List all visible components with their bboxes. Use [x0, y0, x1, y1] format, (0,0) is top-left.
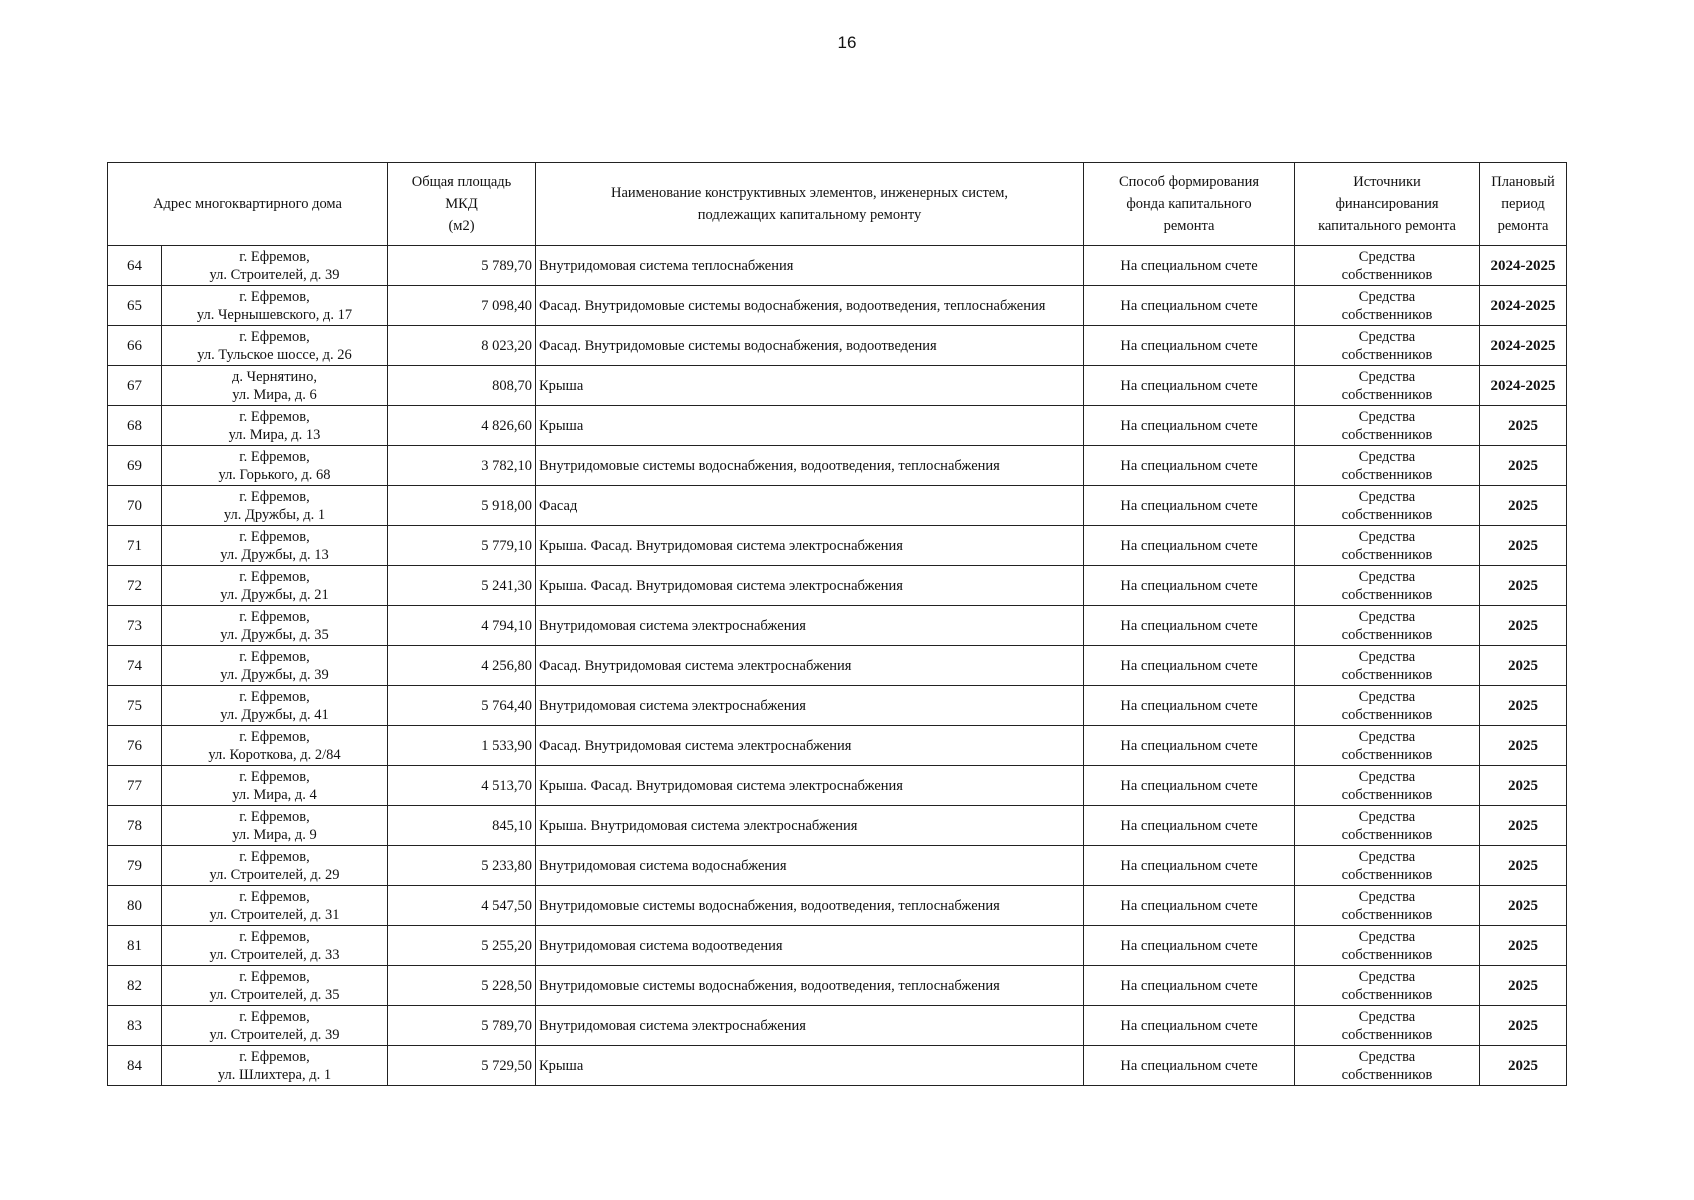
- source-line: собственников: [1341, 986, 1433, 1003]
- source-cell: [1295, 446, 1480, 486]
- address-line: г. Ефремов,: [239, 288, 310, 305]
- address-cell: [162, 766, 388, 806]
- source-line: собственников: [1341, 506, 1433, 523]
- table-row: [108, 1006, 1567, 1046]
- method-cell: На специальном счете: [1084, 286, 1295, 326]
- source-cell: [1295, 486, 1480, 526]
- source-cell: [1295, 1006, 1480, 1046]
- address-line: г. Ефремов,: [239, 328, 310, 345]
- method-cell: На специальном счете: [1084, 1006, 1295, 1046]
- elements-cell: Фасад. Внутридомовые системы водоснабжения, водоотведения, теплоснабжения: [536, 286, 1084, 326]
- row-number: 65: [108, 286, 162, 326]
- row-number: 84: [108, 1046, 162, 1086]
- address-line: г. Ефремов,: [239, 728, 310, 745]
- source-cell: [1295, 686, 1480, 726]
- elements-cell: Крыша. Фасад. Внутридомовая система электроснабжения: [536, 766, 1084, 806]
- row-number: 72: [108, 566, 162, 606]
- address-line: г. Ефремов,: [239, 1008, 310, 1025]
- address-cell: [162, 406, 388, 446]
- period-cell: 2025: [1480, 806, 1567, 846]
- address-line: г. Ефремов,: [239, 888, 310, 905]
- source-cell: [1295, 926, 1480, 966]
- address-line: ул. Дружбы, д. 39: [220, 666, 329, 683]
- address-cell: [162, 446, 388, 486]
- period-cell: 2024-2025: [1480, 326, 1567, 366]
- source-cell: [1295, 606, 1480, 646]
- address-line: ул. Горького, д. 68: [218, 466, 331, 483]
- area-cell: 5 918,00: [388, 486, 536, 526]
- address-line: ул. Чернышевского, д. 17: [196, 306, 353, 323]
- area-cell: 5 255,20: [388, 926, 536, 966]
- period-cell: 2024-2025: [1480, 366, 1567, 406]
- header-period: [1480, 163, 1567, 246]
- header-source-line: Источники: [1353, 174, 1421, 190]
- header-method-line: ремонта: [1163, 218, 1215, 234]
- source-line: Средства: [1358, 328, 1416, 345]
- source-line: Средства: [1358, 288, 1416, 305]
- period-cell: 2024-2025: [1480, 246, 1567, 286]
- period-cell: 2024-2025: [1480, 286, 1567, 326]
- source-line: Средства: [1358, 768, 1416, 785]
- source-cell: [1295, 526, 1480, 566]
- address-cell: [162, 526, 388, 566]
- row-number: 73: [108, 606, 162, 646]
- method-cell: На специальном счете: [1084, 766, 1295, 806]
- row-number: 74: [108, 646, 162, 686]
- address-cell: [162, 246, 388, 286]
- area-cell: 808,70: [388, 366, 536, 406]
- source-cell: [1295, 806, 1480, 846]
- area-cell: 4 513,70: [388, 766, 536, 806]
- address-line: ул. Дружбы, д. 13: [220, 546, 329, 563]
- period-cell: 2025: [1480, 566, 1567, 606]
- source-line: Средства: [1358, 968, 1416, 985]
- source-line: Средства: [1358, 568, 1416, 585]
- header-method-line: фонда капитального: [1126, 196, 1252, 212]
- period-cell: 2025: [1480, 966, 1567, 1006]
- source-line: собственников: [1341, 786, 1433, 803]
- header-elements-line: Наименование конструктивных элементов, инженерных систем,: [611, 185, 1009, 201]
- address-cell: [162, 326, 388, 366]
- address-line: г. Ефремов,: [239, 928, 310, 945]
- address-cell: [162, 606, 388, 646]
- header-area-line: МКД: [445, 196, 478, 212]
- elements-cell: Крыша: [536, 366, 1084, 406]
- area-cell: 3 782,10: [388, 446, 536, 486]
- source-line: собственников: [1341, 1066, 1433, 1083]
- source-line: собственников: [1341, 546, 1433, 563]
- table-header-row: [108, 163, 1567, 246]
- header-elements-line: подлежащих капитальному ремонту: [697, 207, 922, 223]
- address-line: ул. Строителей, д. 35: [209, 986, 340, 1003]
- source-line: собственников: [1341, 826, 1433, 843]
- source-cell: [1295, 966, 1480, 1006]
- elements-cell: Фасад: [536, 486, 1084, 526]
- row-number: 83: [108, 1006, 162, 1046]
- address-cell: [162, 486, 388, 526]
- address-line: г. Ефремов,: [239, 968, 310, 985]
- area-cell: 4 826,60: [388, 406, 536, 446]
- source-line: собственников: [1341, 626, 1433, 643]
- elements-cell: Крыша. Внутридомовая система электроснабжения: [536, 806, 1084, 846]
- elements-cell: Внутридомовые системы водоснабжения, водоотведения, теплоснабжения: [536, 966, 1084, 1006]
- method-cell: На специальном счете: [1084, 686, 1295, 726]
- source-line: собственников: [1341, 306, 1433, 323]
- source-cell: [1295, 886, 1480, 926]
- address-cell: [162, 686, 388, 726]
- row-number: 82: [108, 966, 162, 1006]
- table-row: [108, 446, 1567, 486]
- row-number: 64: [108, 246, 162, 286]
- method-cell: На специальном счете: [1084, 926, 1295, 966]
- table-row: [108, 366, 1567, 406]
- table-row: [108, 886, 1567, 926]
- source-line: Средства: [1358, 728, 1416, 745]
- source-line: собственников: [1341, 466, 1433, 483]
- source-line: Средства: [1358, 608, 1416, 625]
- address-cell: [162, 726, 388, 766]
- period-cell: 2025: [1480, 526, 1567, 566]
- address-cell: [162, 646, 388, 686]
- method-cell: На специальном счете: [1084, 966, 1295, 1006]
- method-cell: На специальном счете: [1084, 366, 1295, 406]
- address-line: г. Ефремов,: [239, 1048, 310, 1065]
- address-cell: [162, 286, 388, 326]
- address-cell: [162, 926, 388, 966]
- address-cell: [162, 1006, 388, 1046]
- area-cell: 5 233,80: [388, 846, 536, 886]
- period-cell: 2025: [1480, 486, 1567, 526]
- source-line: Средства: [1358, 368, 1416, 385]
- table-row: [108, 526, 1567, 566]
- elements-cell: Внутридомовая система водоотведения: [536, 926, 1084, 966]
- area-cell: 5 764,40: [388, 686, 536, 726]
- elements-cell: Внутридомовая система электроснабжения: [536, 686, 1084, 726]
- row-number: 78: [108, 806, 162, 846]
- source-line: собственников: [1341, 866, 1433, 883]
- table-row: [108, 566, 1567, 606]
- address-line: г. Ефремов,: [239, 768, 310, 785]
- source-line: Средства: [1358, 488, 1416, 505]
- address-line: ул. Шлихтера, д. 1: [217, 1066, 332, 1083]
- table-row: [108, 846, 1567, 886]
- source-line: Средства: [1358, 408, 1416, 425]
- period-cell: 2025: [1480, 1046, 1567, 1086]
- header-period-line: ремонта: [1497, 218, 1549, 234]
- period-cell: 2025: [1480, 926, 1567, 966]
- address-line: ул. Короткова, д. 2/84: [208, 746, 341, 763]
- header-source: [1295, 163, 1480, 246]
- source-line: собственников: [1341, 346, 1433, 363]
- address-line: ул. Тульское шоссе, д. 26: [197, 346, 352, 363]
- source-line: Средства: [1358, 1048, 1416, 1065]
- header-source-line: капитального ремонта: [1318, 218, 1456, 234]
- area-cell: 4 547,50: [388, 886, 536, 926]
- source-line: Средства: [1358, 808, 1416, 825]
- address-line: ул. Мира, д. 13: [228, 426, 321, 443]
- area-cell: 8 023,20: [388, 326, 536, 366]
- address-line: г. Ефремов,: [239, 528, 310, 545]
- table-row: [108, 966, 1567, 1006]
- header-area-line: Общая площадь: [411, 174, 512, 190]
- source-line: собственников: [1341, 586, 1433, 603]
- source-cell: [1295, 286, 1480, 326]
- elements-cell: Крыша. Фасад. Внутридомовая система электроснабжения: [536, 566, 1084, 606]
- source-line: собственников: [1341, 666, 1433, 683]
- address-line: г. Ефремов,: [239, 568, 310, 585]
- source-cell: [1295, 1046, 1480, 1086]
- method-cell: На специальном счете: [1084, 446, 1295, 486]
- row-number: 80: [108, 886, 162, 926]
- method-cell: На специальном счете: [1084, 406, 1295, 446]
- address-cell: [162, 366, 388, 406]
- method-cell: На специальном счете: [1084, 246, 1295, 286]
- area-cell: 1 533,90: [388, 726, 536, 766]
- elements-cell: Внутридомовая система теплоснабжения: [536, 246, 1084, 286]
- table-row: [108, 406, 1567, 446]
- header-method-line: Способ формирования: [1118, 174, 1260, 190]
- address-line: г. Ефремов,: [239, 848, 310, 865]
- source-cell: [1295, 646, 1480, 686]
- header-address-label: Адрес многоквартирного дома: [153, 196, 342, 212]
- address-line: ул. Строителей, д. 31: [209, 906, 340, 923]
- header-address: [108, 163, 388, 246]
- method-cell: На специальном счете: [1084, 846, 1295, 886]
- source-line: собственников: [1341, 386, 1433, 403]
- area-cell: 5 789,70: [388, 246, 536, 286]
- source-cell: [1295, 246, 1480, 286]
- source-line: собственников: [1341, 946, 1433, 963]
- method-cell: На специальном счете: [1084, 486, 1295, 526]
- period-cell: 2025: [1480, 726, 1567, 766]
- method-cell: На специальном счете: [1084, 806, 1295, 846]
- period-cell: 2025: [1480, 846, 1567, 886]
- address-line: г. Ефремов,: [239, 248, 310, 265]
- row-number: 70: [108, 486, 162, 526]
- area-cell: 4 794,10: [388, 606, 536, 646]
- source-cell: [1295, 406, 1480, 446]
- address-line: г. Ефремов,: [239, 648, 310, 665]
- area-cell: 5 779,10: [388, 526, 536, 566]
- elements-cell: Внутридомовая система электроснабжения: [536, 1006, 1084, 1046]
- elements-cell: Внутридомовая система электроснабжения: [536, 606, 1084, 646]
- method-cell: На специальном счете: [1084, 1046, 1295, 1086]
- source-line: Средства: [1358, 248, 1416, 265]
- source-line: Средства: [1358, 648, 1416, 665]
- address-line: ул. Дружбы, д. 1: [223, 506, 326, 523]
- address-cell: [162, 1046, 388, 1086]
- period-cell: 2025: [1480, 766, 1567, 806]
- address-line: г. Ефремов,: [239, 408, 310, 425]
- table-row: [108, 326, 1567, 366]
- table-row: [108, 726, 1567, 766]
- row-number: 81: [108, 926, 162, 966]
- header-period-line: Плановый: [1491, 174, 1555, 190]
- source-line: Средства: [1358, 448, 1416, 465]
- address-cell: [162, 966, 388, 1006]
- header-period-line: период: [1501, 196, 1545, 212]
- table-row: [108, 686, 1567, 726]
- elements-cell: Фасад. Внутридомовая система электроснабжения: [536, 726, 1084, 766]
- period-cell: 2025: [1480, 406, 1567, 446]
- source-cell: [1295, 846, 1480, 886]
- source-line: Средства: [1358, 688, 1416, 705]
- source-line: Средства: [1358, 888, 1416, 905]
- area-cell: 5 729,50: [388, 1046, 536, 1086]
- address-line: г. Ефремов,: [239, 488, 310, 505]
- period-cell: 2025: [1480, 606, 1567, 646]
- page-number: 16: [837, 33, 857, 52]
- elements-cell: Фасад. Внутридомовые системы водоснабжения, водоотведения: [536, 326, 1084, 366]
- table-row: [108, 926, 1567, 966]
- method-cell: На специальном счете: [1084, 886, 1295, 926]
- elements-cell: Крыша. Фасад. Внутридомовая система электроснабжения: [536, 526, 1084, 566]
- method-cell: На специальном счете: [1084, 606, 1295, 646]
- source-cell: [1295, 766, 1480, 806]
- method-cell: На специальном счете: [1084, 526, 1295, 566]
- area-cell: 4 256,80: [388, 646, 536, 686]
- elements-cell: Фасад. Внутридомовая система электроснабжения: [536, 646, 1084, 686]
- table-row: [108, 806, 1567, 846]
- source-cell: [1295, 566, 1480, 606]
- address-line: д. Чернятино,: [232, 368, 317, 385]
- table-row: [108, 606, 1567, 646]
- source-line: Средства: [1358, 528, 1416, 545]
- period-cell: 2025: [1480, 446, 1567, 486]
- elements-cell: Внутридомовая система водоснабжения: [536, 846, 1084, 886]
- row-number: 68: [108, 406, 162, 446]
- area-cell: 5 241,30: [388, 566, 536, 606]
- address-cell: [162, 566, 388, 606]
- source-line: Средства: [1358, 1008, 1416, 1025]
- period-cell: 2025: [1480, 686, 1567, 726]
- row-number: 67: [108, 366, 162, 406]
- table-body: [108, 246, 1567, 1086]
- source-line: собственников: [1341, 746, 1433, 763]
- address-line: ул. Строителей, д. 39: [209, 266, 340, 283]
- table-row: [108, 246, 1567, 286]
- area-cell: 5 228,50: [388, 966, 536, 1006]
- method-cell: На специальном счете: [1084, 326, 1295, 366]
- source-cell: [1295, 326, 1480, 366]
- method-cell: На специальном счете: [1084, 726, 1295, 766]
- address-line: ул. Дружбы, д. 35: [220, 626, 329, 643]
- row-number: 77: [108, 766, 162, 806]
- row-number: 76: [108, 726, 162, 766]
- table-row: [108, 286, 1567, 326]
- source-cell: [1295, 366, 1480, 406]
- address-line: ул. Дружбы, д. 21: [220, 586, 329, 603]
- row-number: 71: [108, 526, 162, 566]
- period-cell: 2025: [1480, 1006, 1567, 1046]
- header-method: [1084, 163, 1295, 246]
- source-line: собственников: [1341, 1026, 1433, 1043]
- row-number: 69: [108, 446, 162, 486]
- elements-cell: Крыша: [536, 406, 1084, 446]
- method-cell: На специальном счете: [1084, 566, 1295, 606]
- header-elements: [536, 163, 1084, 246]
- source-line: собственников: [1341, 266, 1433, 283]
- source-line: собственников: [1341, 706, 1433, 723]
- source-line: собственников: [1341, 906, 1433, 923]
- period-cell: 2025: [1480, 886, 1567, 926]
- address-line: г. Ефремов,: [239, 608, 310, 625]
- area-cell: 5 789,70: [388, 1006, 536, 1046]
- address-line: г. Ефремов,: [239, 688, 310, 705]
- address-line: ул. Строителей, д. 33: [209, 946, 340, 963]
- table-row: [108, 646, 1567, 686]
- method-cell: На специальном счете: [1084, 646, 1295, 686]
- address-line: ул. Мира, д. 4: [232, 786, 317, 803]
- source-line: Средства: [1358, 928, 1416, 945]
- source-line: Средства: [1358, 848, 1416, 865]
- header-area: [388, 163, 536, 246]
- address-line: ул. Строителей, д. 29: [209, 866, 340, 883]
- address-line: г. Ефремов,: [239, 808, 310, 825]
- address-cell: [162, 846, 388, 886]
- source-cell: [1295, 726, 1480, 766]
- period-cell: 2025: [1480, 646, 1567, 686]
- elements-cell: Внутридомовые системы водоснабжения, водоотведения, теплоснабжения: [536, 446, 1084, 486]
- table-row: [108, 486, 1567, 526]
- address-cell: [162, 806, 388, 846]
- address-line: г. Ефремов,: [239, 448, 310, 465]
- elements-cell: Крыша: [536, 1046, 1084, 1086]
- row-number: 66: [108, 326, 162, 366]
- address-cell: [162, 886, 388, 926]
- table-row: [108, 1046, 1567, 1086]
- elements-cell: Внутридомовые системы водоснабжения, водоотведения, теплоснабжения: [536, 886, 1084, 926]
- row-number: 79: [108, 846, 162, 886]
- area-cell: 7 098,40: [388, 286, 536, 326]
- row-number: 75: [108, 686, 162, 726]
- address-line: ул. Мира, д. 9: [232, 826, 317, 843]
- repair-schedule-table: [107, 162, 1567, 1086]
- source-line: собственников: [1341, 426, 1433, 443]
- header-area-line: (м2): [448, 218, 475, 234]
- header-source-line: финансирования: [1335, 196, 1439, 212]
- table-row: [108, 766, 1567, 806]
- address-line: ул. Строителей, д. 39: [209, 1026, 340, 1043]
- address-line: ул. Мира, д. 6: [232, 386, 317, 403]
- address-line: ул. Дружбы, д. 41: [220, 706, 329, 723]
- area-cell: 845,10: [388, 806, 536, 846]
